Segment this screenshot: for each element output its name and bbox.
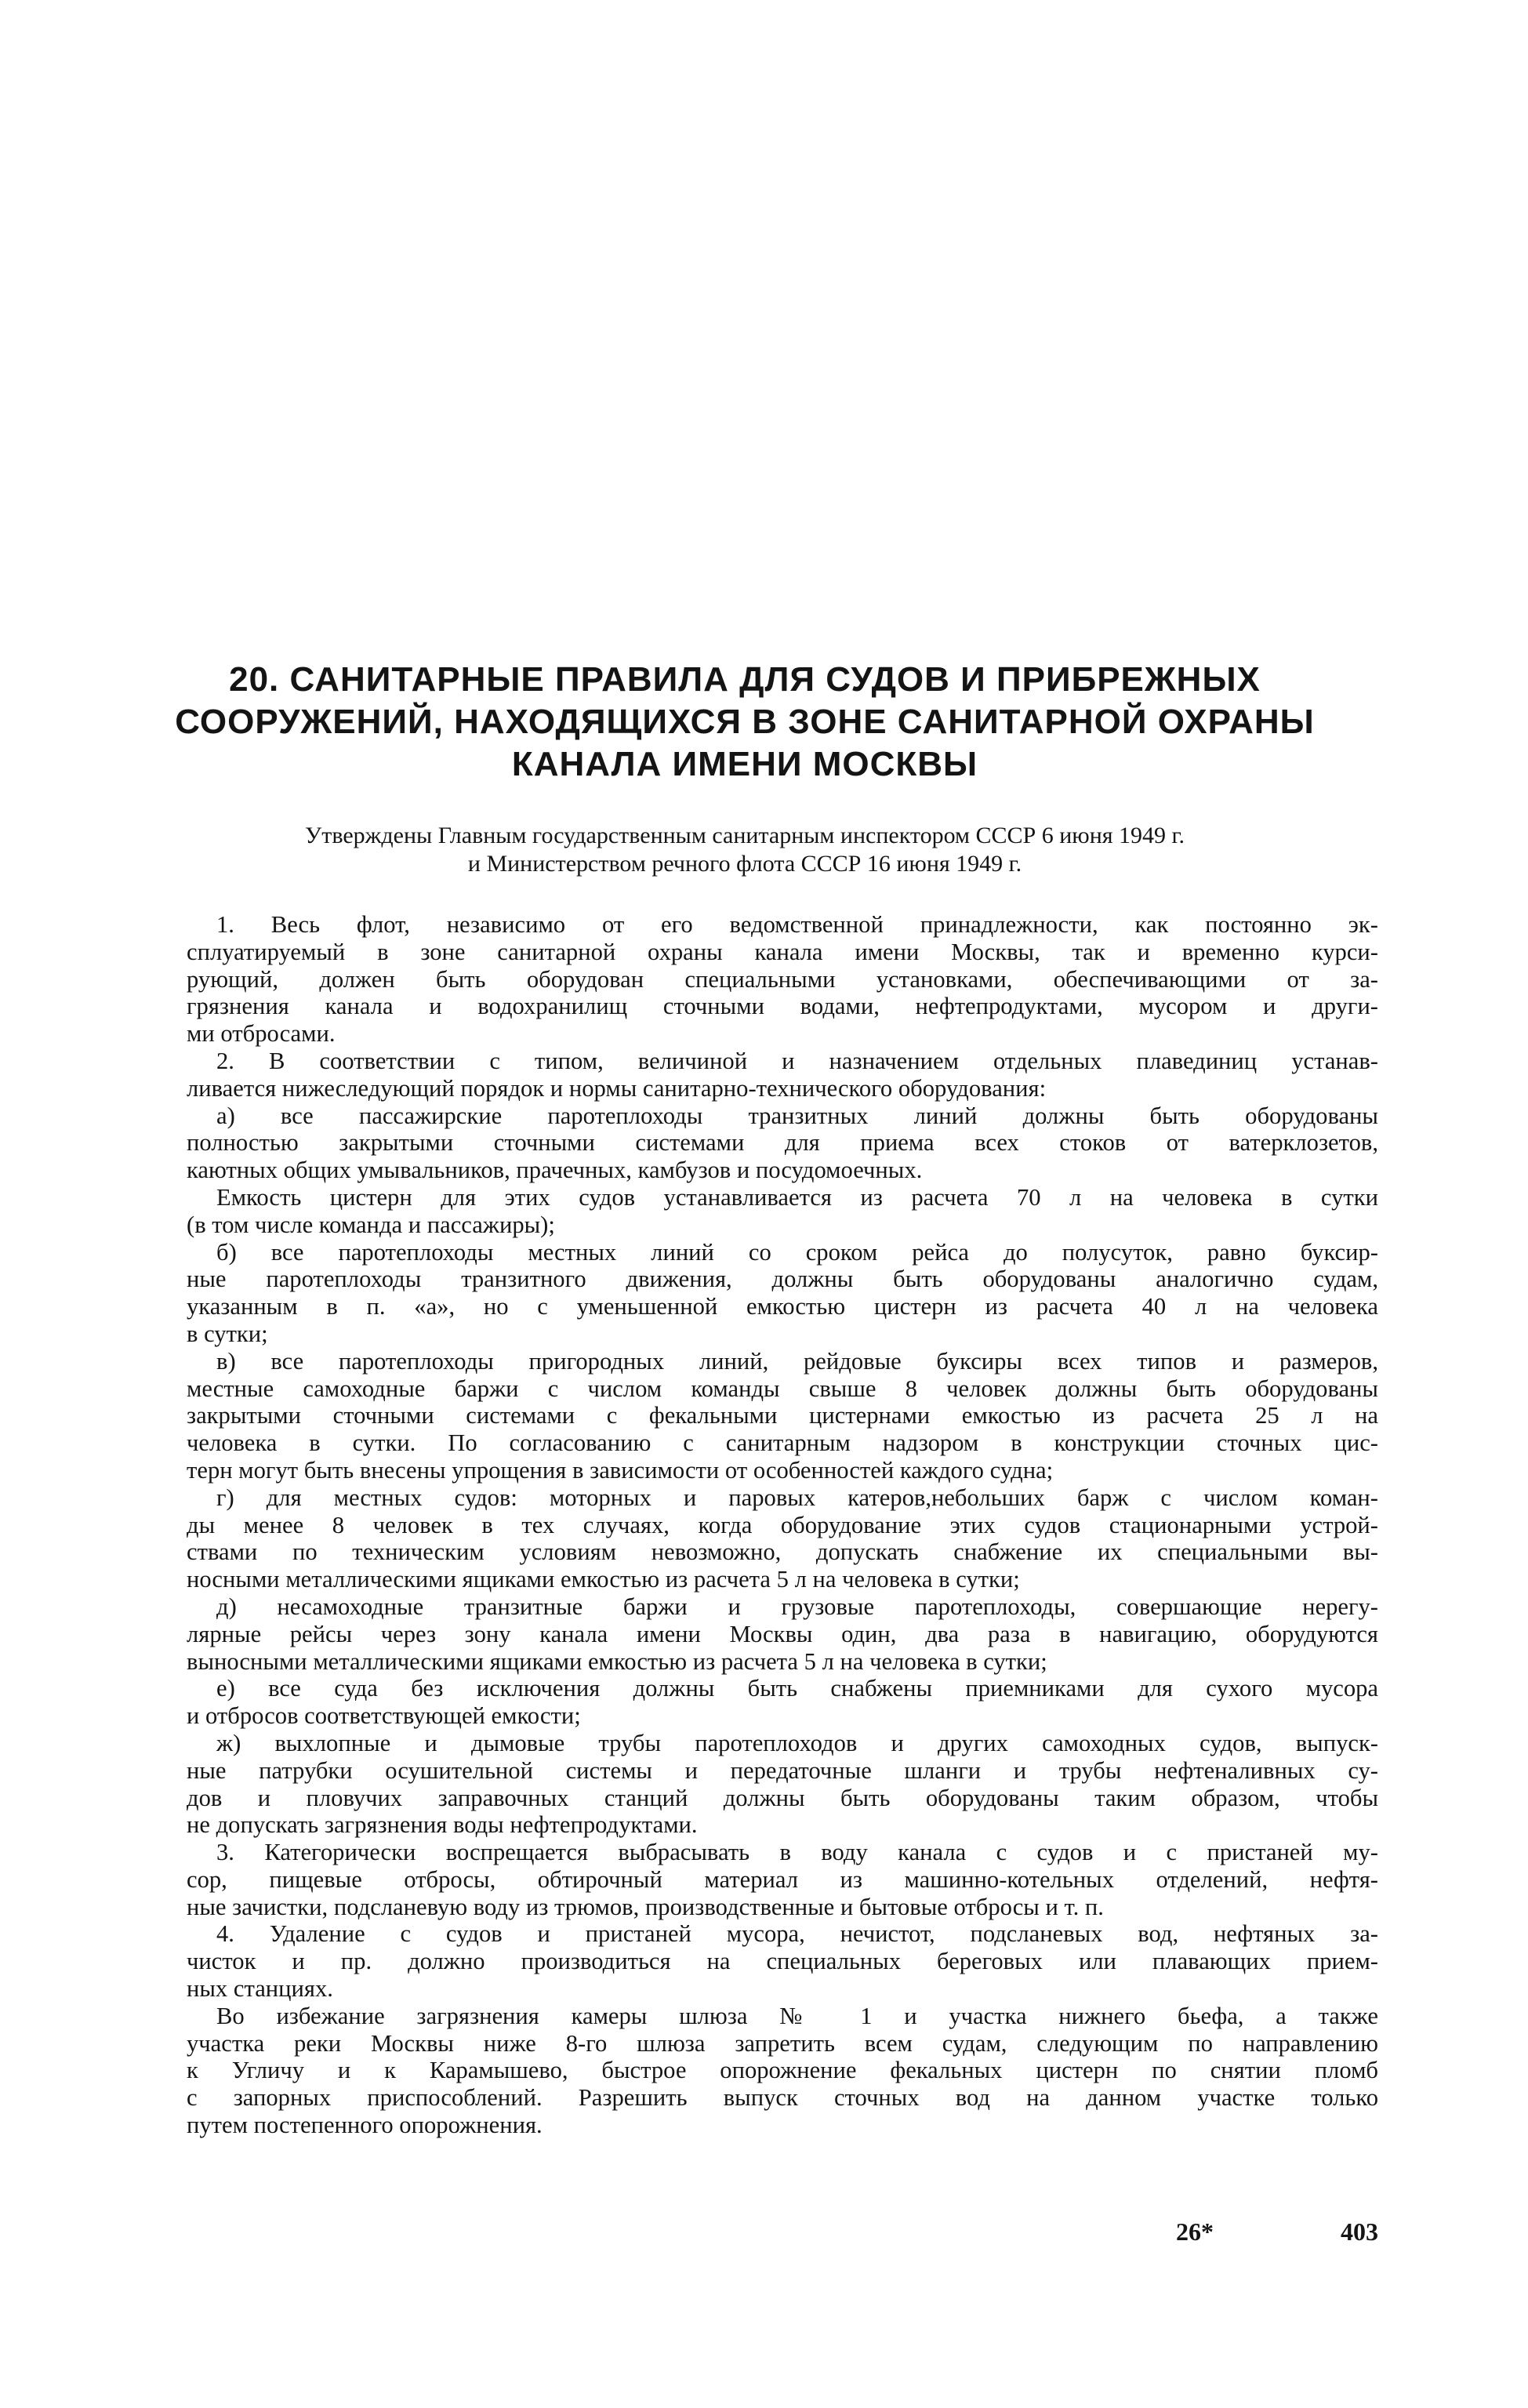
text-line: с запорных приспособлений. Разрешить выпуск сточных вод на данном участке только bbox=[187, 2084, 1378, 2112]
text-line: 3. Категорически воспрещается выбрасывать в воду канала с судов и с пристаней му- bbox=[216, 1839, 1378, 1866]
text-line: ные патрубки осушительной системы и передаточные шланги и трубы нефтеналивных су- bbox=[187, 1756, 1378, 1784]
text-line: участка реки Москвы ниже 8-го шлюза запретить всем судам, следующим по направлению bbox=[187, 2029, 1378, 2057]
document-title bbox=[157, 659, 1333, 786]
text-line: выносными металлическими ящиками емкостью из расчета 5 л на человека в сутки; bbox=[187, 1647, 1047, 1675]
body-text bbox=[187, 911, 1378, 2139]
text-line: (в том числе команда и пассажиры); bbox=[187, 1211, 555, 1238]
text-line: и отбросов соответствующей емкости; bbox=[187, 1702, 581, 1730]
text-line: каютных общих умывальников, прачечных, камбузов и посудомоечных. bbox=[187, 1157, 923, 1184]
approval-note bbox=[157, 822, 1333, 878]
text-line: в сутки; bbox=[187, 1320, 268, 1347]
text-line: д) несамоходные транзитные баржи и грузовые паротеплоходы, совершающие нерегу- bbox=[216, 1593, 1378, 1620]
text-line: человека в сутки. По согласованию с санитарным надзором в конструкции сточных цис- bbox=[187, 1429, 1378, 1457]
text-line: ных станциях. bbox=[187, 1975, 333, 2003]
signature-mark: 26* bbox=[1176, 2217, 1214, 2246]
text-line: чисток и пр. должно производиться на специальных береговых или плавающих прием- bbox=[187, 1948, 1378, 1975]
text-line: сор, пищевые отбросы, обтирочный материал из машинно-котельных отделений, нефтя- bbox=[187, 1865, 1378, 1893]
text-line: ды менее 8 человек в тех случаях, когда оборудование этих судов стационарными устрой- bbox=[187, 1511, 1378, 1538]
text-line: сплуатируемый в зоне санитарной охраны канала имени Москвы, так и временно курси- bbox=[187, 938, 1378, 965]
text-line: ми отбросами. bbox=[187, 1020, 336, 1048]
text-line: путем постепенного опорожнения. bbox=[187, 2112, 543, 2139]
text-line: е) все суда без исключения должны быть снабжены приемниками для сухого мусора bbox=[216, 1675, 1378, 1702]
text-line: ные зачистки, подсланевую воду из трюмов, производственные и бытовые отбросы и т. п. bbox=[187, 1893, 1104, 1920]
page-number: 403 bbox=[1341, 2217, 1378, 2246]
text-line: лярные рейсы через зону канала имени Москвы один, два раза в навигацию, оборудуются bbox=[187, 1620, 1378, 1647]
text-line: к Угличу и к Карамышево, быстрое опорожнение фекальных цистерн по снятии пломб bbox=[187, 2057, 1378, 2084]
text-line: в) все паротеплоходы пригородных линий, рейдовые буксиры всех типов и размеров, bbox=[216, 1347, 1378, 1375]
text-line: ные паротеплоходы транзитного движения, должны быть оборудованы аналогично судам, bbox=[187, 1266, 1378, 1293]
text-line: носными металлическими ящиками емкостью из расчета 5 л на человека в сутки; bbox=[187, 1566, 1020, 1593]
text-line: дов и пловучих заправочных станций должны быть оборудованы таким образом, чтобы bbox=[187, 1784, 1378, 1811]
text-line: терн могут быть внесены упрощения в зависимости от особенностей каждого судна; bbox=[187, 1456, 1054, 1484]
text-line: ливается нижеследующий порядок и нормы санитарно-технического оборудования: bbox=[187, 1074, 1047, 1102]
text-line: 4. Удаление с судов и пристаней мусора, нечистот, подсланевых вод, нефтяных за- bbox=[216, 1920, 1378, 1948]
approval-line: и Министерством речного флота СССР 16 июня 1949 г. bbox=[467, 851, 1022, 877]
text-line: закрытыми сточными системами с фекальными цистернами емкостью из расчета 25 л на bbox=[187, 1402, 1378, 1429]
approval-line: Утверждены Главным государственным санитарным инспектором СССР 6 июня 1949 г. bbox=[305, 823, 1185, 848]
text-line: Во избежание загрязнения камеры шлюза № 1 и участка нижнего бьефа, а также bbox=[216, 2002, 1378, 2029]
text-line: Емкость цистерн для этих судов устанавливается из расчета 70 л на человека в сутки bbox=[216, 1183, 1378, 1211]
text-line: 2. В соответствии с типом, величиной и назначением отдельных плавединиц устанав- bbox=[216, 1047, 1378, 1074]
text-line: местные самоходные баржи с числом команды свыше 8 человек должны быть оборудованы bbox=[187, 1375, 1378, 1402]
title-line: 20. САНИТАРНЫЕ ПРАВИЛА ДЛЯ СУДОВ И ПРИБРЕЖНЫХ bbox=[229, 660, 1261, 699]
title-line: СООРУЖЕНИЙ, НАХОДЯЩИХСЯ В ЗОНЕ САНИТАРНОЙ ОХРАНЫ bbox=[175, 703, 1315, 741]
title-line: КАНАЛА ИМЕНИ МОСКВЫ bbox=[511, 745, 978, 783]
text-line: рующий, должен быть оборудован специальными установками, обеспечивающими от за- bbox=[187, 965, 1378, 993]
text-line: не допускать загрязнения воды нефтепродуктами. bbox=[187, 1811, 698, 1839]
text-line: б) все паротеплоходы местных линий со сроком рейса до полусуток, равно буксир- bbox=[216, 1238, 1378, 1266]
text-line: полностью закрытыми сточными системами для приема всех стоков от ватерклозетов, bbox=[187, 1129, 1378, 1157]
text-line: грязнения канала и водохранилищ сточными водами, нефтепродуктами, мусором и други- bbox=[187, 993, 1378, 1020]
text-line: указанным в п. «а», но с уменьшенной емкостью цистерн из расчета 40 л на человека bbox=[187, 1293, 1378, 1320]
text-line: ж) выхлопные и дымовые трубы паротеплоходов и других самоходных судов, выпуск- bbox=[216, 1729, 1378, 1756]
text-line: 1. Весь флот, независимо от его ведомственной принадлежности, как постоянно эк- bbox=[216, 911, 1378, 938]
text-line: ствами по техническим условиям невозможно, допускать снабжение их специальными вы- bbox=[187, 1538, 1378, 1566]
text-line: г) для местных судов: моторных и паровых катеров,небольших барж с числом коман- bbox=[216, 1484, 1378, 1511]
text-line: а) все пассажирские паротеплоходы транзитных линий должны быть оборудованы bbox=[216, 1102, 1378, 1129]
